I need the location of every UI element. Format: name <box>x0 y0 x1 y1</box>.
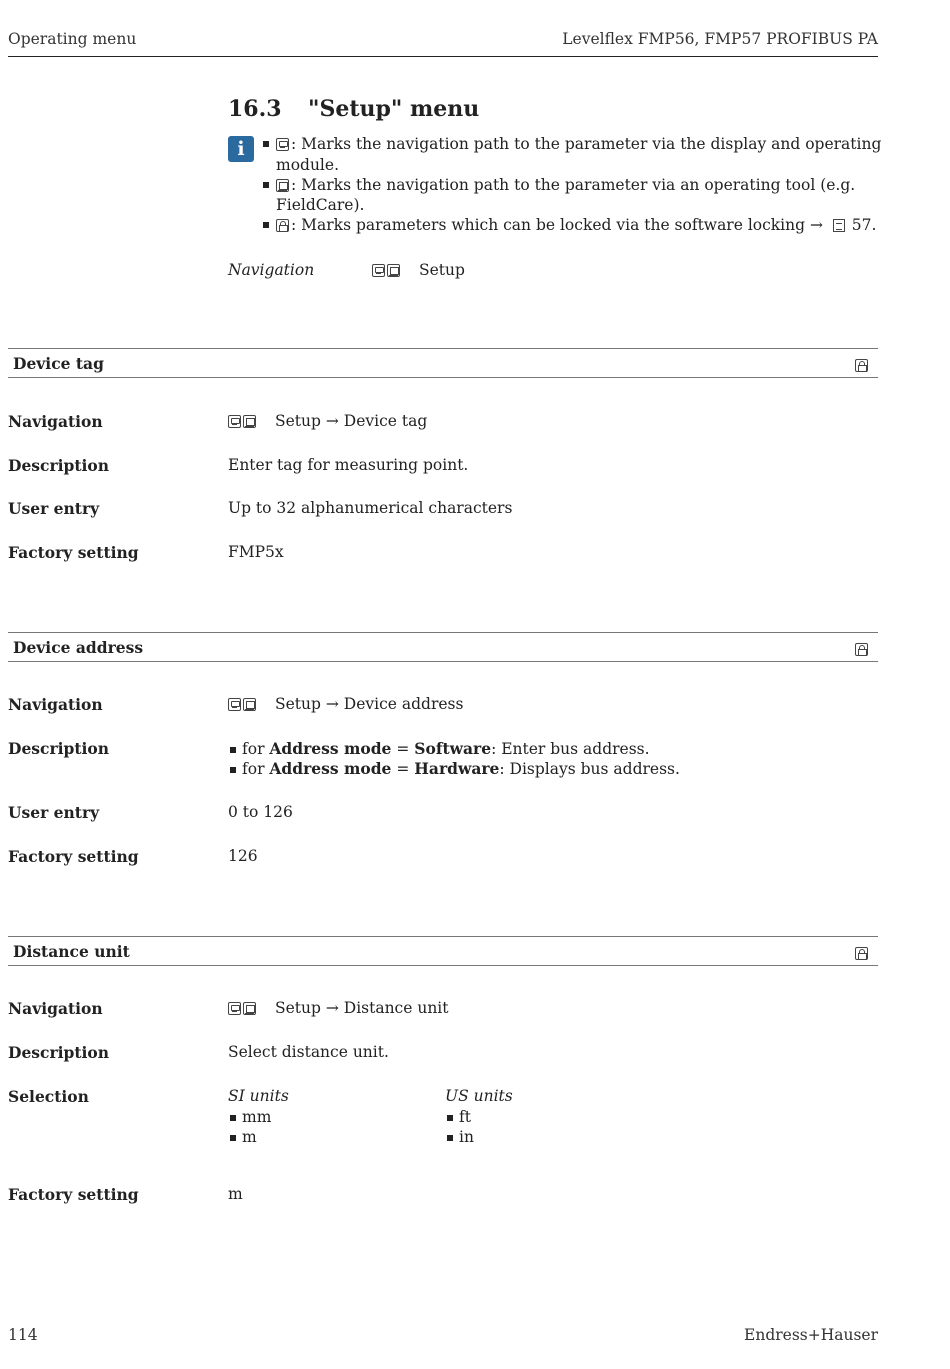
navigation-path <box>372 260 465 280</box>
display-module-icon <box>228 698 241 711</box>
display-module-icon <box>276 138 289 151</box>
navigation-path-text: Setup <box>419 261 465 279</box>
navigation-path-text: Setup → Distance unit <box>275 999 449 1017</box>
bullet <box>447 1115 453 1121</box>
description-value: Enter tag for measuring point. <box>228 456 469 474</box>
us-units-heading: US units <box>445 1087 513 1105</box>
factory-setting-label: Factory setting <box>8 543 139 562</box>
info-icon: i <box>228 136 254 162</box>
factory-setting-value: 126 <box>228 847 258 865</box>
navigation-label: Navigation <box>8 695 103 714</box>
bullet <box>263 182 269 188</box>
user-entry-label: User entry <box>8 803 100 822</box>
parameter-header-distance-unit <box>8 936 878 966</box>
bullet <box>447 1135 453 1141</box>
navigation-path-text: Setup → Device address <box>275 695 464 713</box>
operating-tool-icon <box>276 179 289 192</box>
parameter-title: Device tag <box>13 354 104 373</box>
navigation-value <box>228 695 463 713</box>
selection-label: Selection <box>8 1087 89 1106</box>
bullet <box>230 747 236 753</box>
lock-icon <box>276 219 289 232</box>
parameter-title: Distance unit <box>13 942 130 961</box>
page-reference-icon <box>833 219 845 232</box>
description-label: Description <box>8 1043 110 1062</box>
description-item: for Address mode = Software: Enter bus address. <box>242 739 650 758</box>
display-module-icon <box>372 264 385 277</box>
operating-tool-icon <box>243 698 256 711</box>
lock-icon <box>855 947 868 960</box>
parameter-ref: Address mode <box>269 739 392 758</box>
bullet <box>230 1135 236 1141</box>
factory-setting-value: m <box>228 1185 243 1203</box>
operating-tool-icon <box>387 264 400 277</box>
bullet <box>263 222 269 228</box>
lock-icon <box>855 359 868 372</box>
description-label: Description <box>8 456 110 475</box>
header-rule <box>8 56 878 57</box>
display-module-icon <box>228 415 241 428</box>
factory-setting-label: Factory setting <box>8 1185 139 1204</box>
factory-setting-label: Factory setting <box>8 847 139 866</box>
page-number: 114 <box>8 1326 38 1344</box>
running-header-left: Operating menu <box>8 30 137 48</box>
parameter-title: Device address <box>13 638 144 657</box>
info-text-cont: module. <box>276 156 339 174</box>
info-item-lock <box>276 215 876 235</box>
info-item-tool <box>276 175 855 195</box>
si-units-heading: SI units <box>228 1087 289 1105</box>
navigation-label: Navigation <box>8 999 103 1018</box>
description-item: for Address mode = Hardware: Displays bus address. <box>242 759 680 778</box>
running-header-right: Levelflex FMP56, FMP57 PROFIBUS PA <box>562 30 878 48</box>
navigation-label: Navigation <box>228 261 315 279</box>
option-ref: Software <box>414 739 492 758</box>
selection-option-ft: ft <box>459 1108 471 1126</box>
navigation-value <box>228 999 449 1017</box>
bullet <box>263 141 269 147</box>
selection-option-in: in <box>459 1128 474 1146</box>
navigation-value <box>228 412 427 430</box>
lock-icon <box>855 643 868 656</box>
section-number: 16.3 <box>228 96 282 122</box>
user-entry-value: 0 to 126 <box>228 803 293 821</box>
info-text: : Marks parameters which can be locked via the software locking → <box>291 216 823 234</box>
info-text: : Marks the navigation path to the parameter via the display and operating <box>291 135 882 153</box>
bullet <box>230 1115 236 1121</box>
option-ref: Hardware <box>414 759 500 778</box>
page-reference-link[interactable]: 57. <box>851 216 877 234</box>
section-heading <box>228 96 479 122</box>
selection-option-m: m <box>242 1128 257 1146</box>
parameter-header-device-address <box>8 632 878 662</box>
footer-brand: Endress+Hauser <box>744 1326 878 1344</box>
description-value: Select distance unit. <box>228 1043 389 1061</box>
user-entry-value: Up to 32 alphanumerical characters <box>228 499 513 517</box>
info-text-cont: FieldCare). <box>276 196 365 214</box>
description-label: Description <box>8 739 110 758</box>
user-entry-label: User entry <box>8 499 100 518</box>
factory-setting-value: FMP5x <box>228 543 284 561</box>
info-text: : Marks the navigation path to the parameter via an operating tool (e.g. <box>291 176 856 194</box>
bullet <box>230 767 236 773</box>
info-item-display <box>276 134 881 154</box>
selection-option-mm: mm <box>242 1108 272 1126</box>
operating-tool-icon <box>243 1002 256 1015</box>
operating-tool-icon <box>243 415 256 428</box>
display-module-icon <box>228 1002 241 1015</box>
parameter-ref: Address mode <box>269 759 392 778</box>
parameter-header-device-tag <box>8 348 878 378</box>
navigation-label: Navigation <box>8 412 103 431</box>
section-title: "Setup" menu <box>308 96 480 122</box>
navigation-path-text: Setup → Device tag <box>275 412 428 430</box>
